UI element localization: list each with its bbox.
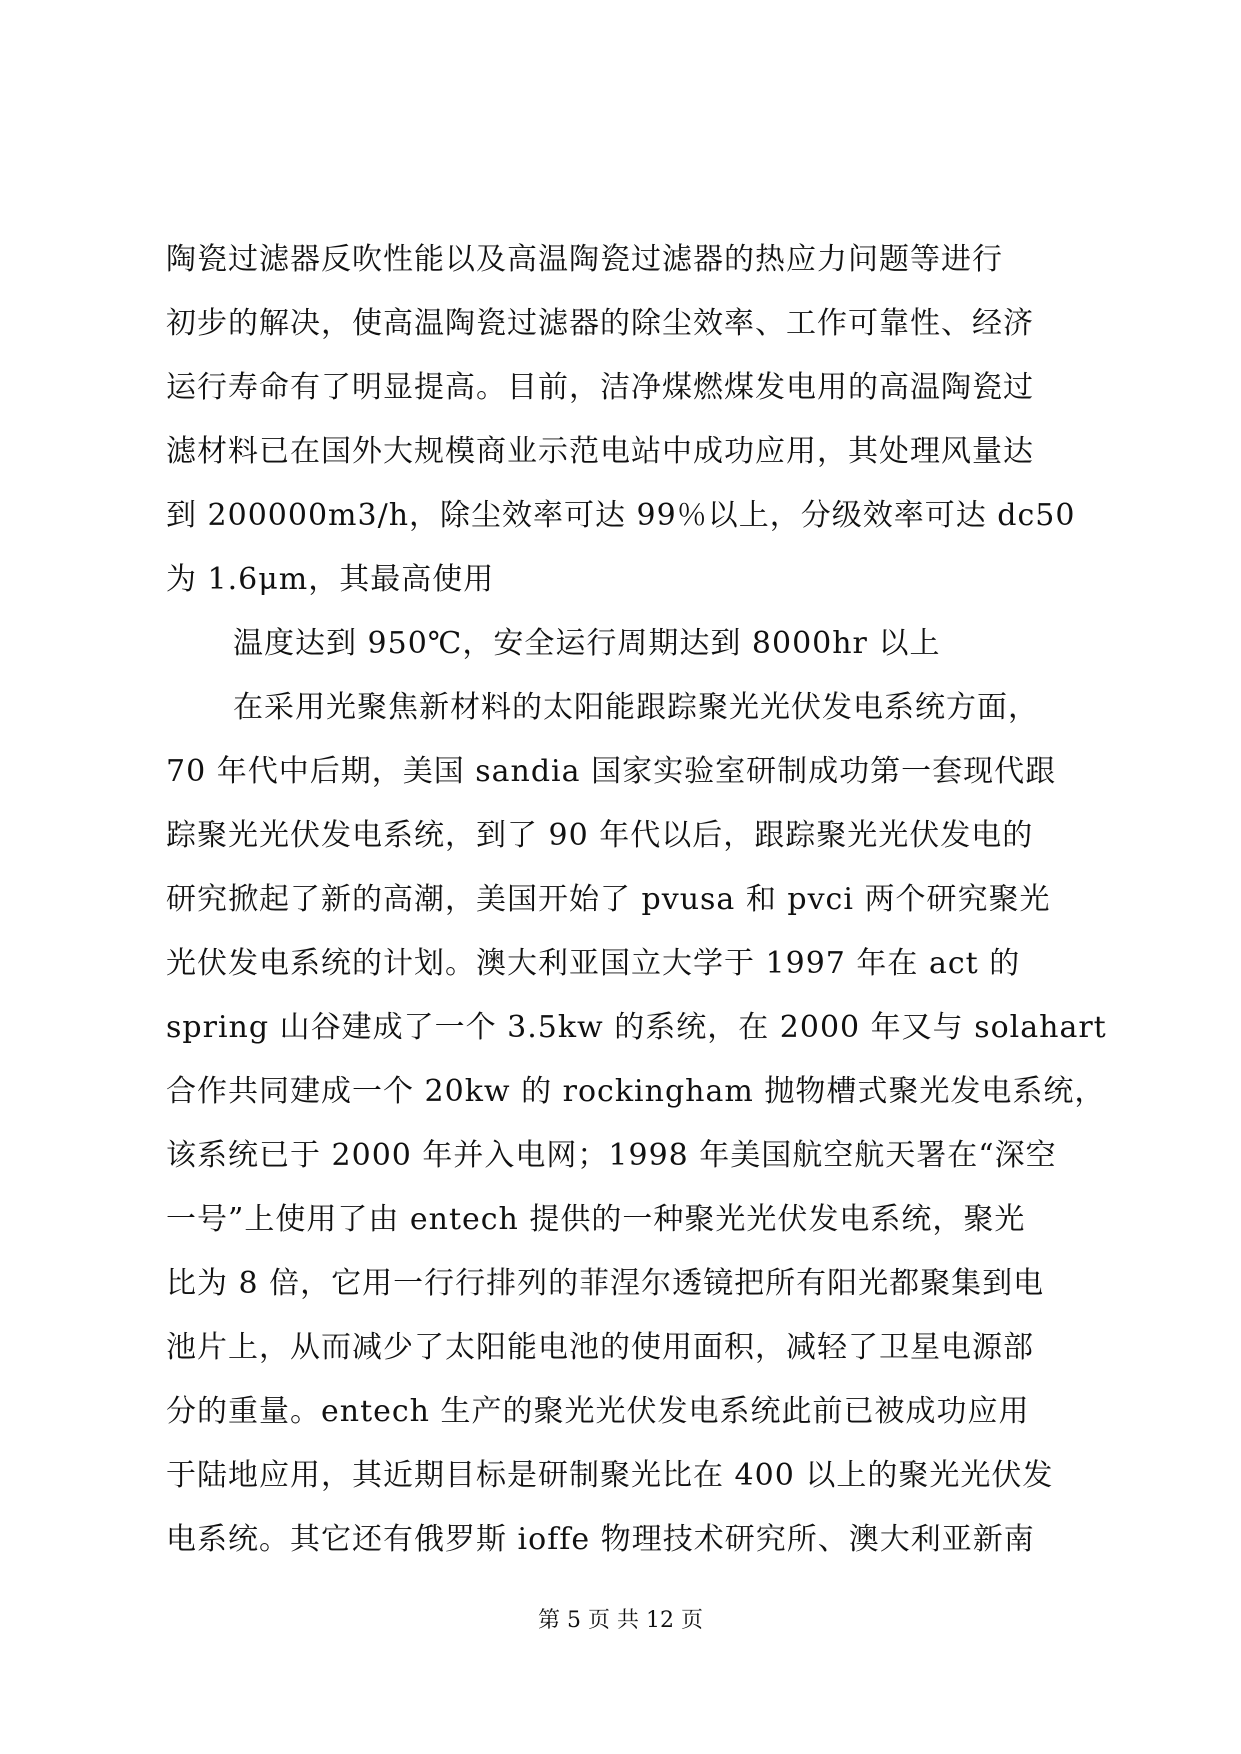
text-line: 在采用光聚焦新材料的太阳能跟踪聚光光伏发电系统方面， [233, 690, 1039, 725]
body-text [166, 228, 1107, 1572]
page-number-footer: 第 5 页 共 12 页 [538, 1608, 703, 1633]
text-line: 到 200000m3/h，除尘效率可达 99％以上，分级效率可达 dc50 [166, 498, 1076, 533]
text-line: 滤材料已在国外大规模商业示范电站中成功应用，其处理风量达 [166, 434, 1034, 469]
text-line: 温度达到 950℃，安全运行周期达到 8000hr 以上 [233, 626, 941, 661]
text-line: 该系统已于 2000 年并入电网；1998 年美国航空航天署在“深空 [166, 1138, 1057, 1173]
paragraph-2 [166, 612, 1086, 676]
text-line: 电系统。其它还有俄罗斯 ioffe 物理技术研究所、澳大利亚新南 [166, 1522, 1035, 1557]
text-line: 初步的解决，使高温陶瓷过滤器的除尘效率、工作可靠性、经济 [166, 306, 1034, 341]
text-line: 运行寿命有了明显提高。目前，洁净煤燃煤发电用的高温陶瓷过 [166, 370, 1034, 405]
text-line: 分的重量。entech 生产的聚光光伏发电系统此前已被成功应用 [166, 1394, 1030, 1429]
paragraph-3 [166, 676, 1107, 1572]
text-line: spring 山谷建成了一个 3.5kw 的系统，在 2000 年又与 solahart [166, 1010, 1107, 1045]
text-line: 70 年代中后期，美国 sandia 国家实验室研制成功第一套现代跟 [166, 754, 1057, 789]
text-line: 一号”上使用了由 entech 提供的一种聚光光伏发电系统，聚光 [166, 1202, 1026, 1237]
text-line: 研究掀起了新的高潮，美国开始了 pvusa 和 pvci 两个研究聚光 [166, 882, 1051, 917]
text-line: 合作共同建成一个 20kw 的 rockingham 抛物槽式聚光发电系统， [166, 1074, 1106, 1109]
text-line: 光伏发电系统的计划。澳大利亚国立大学于 1997 年在 act 的 [166, 946, 1021, 981]
text-line: 于陆地应用，其近期目标是研制聚光比在 400 以上的聚光光伏发 [166, 1458, 1054, 1493]
text-line: 池片上，从而减少了太阳能电池的使用面积，减轻了卫星电源部 [166, 1330, 1034, 1365]
text-line: 为 1.6μm，其最高使用 [166, 562, 495, 597]
text-line: 踪聚光光伏发电系统，到了 90 年代以后，跟踪聚光光伏发电的 [166, 818, 1034, 853]
text-line: 比为 8 倍，它用一行行排列的菲涅尔透镜把所有阳光都聚集到电 [166, 1266, 1045, 1301]
paragraph-1 [166, 228, 1086, 612]
text-line: 陶瓷过滤器反吹性能以及高温陶瓷过滤器的热应力问题等进行 [166, 242, 1003, 277]
